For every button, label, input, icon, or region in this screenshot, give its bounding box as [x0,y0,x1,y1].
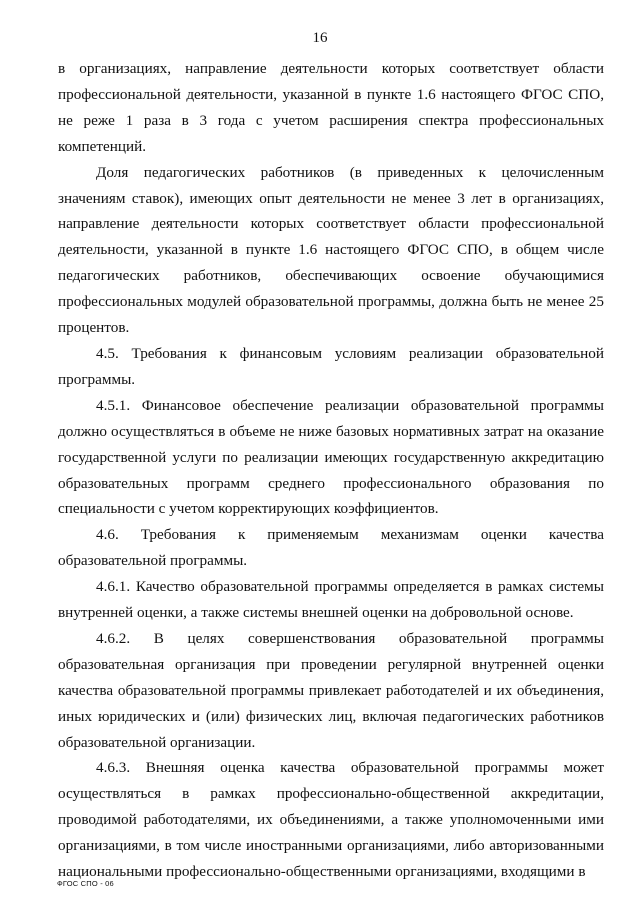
paragraph-4-5-1: 4.5.1. Финансовое обеспечение реализации образовательной программы должно осуществляться в объеме не ниже базовых нормативных затрат на оказание государственной услуги по реализации имеющих государственную аккредитацию образовательных программ среднего профессионального образования по специальности с учетом корректирующих коэффициентов. [58,396,604,518]
paragraph-4-6-3: 4.6.3. Внешняя оценка качества образовательной программы может осуществляться в рамках профессионально-общественной аккредитации, проводимой работодателями, их объединениями, а также уполномоченными ими организациями, в том числе иностранными организациями, либо авторизованными национальными профессионально-общественными организациями, входящими в [58,759,604,881]
document-body [58,56,604,885]
paragraph-4-6-1: 4.6.1. Качество образовательной программы определяется в рамках системы внутренней оценки, а также системы внешней оценки на добровольной основе. [58,578,604,622]
paragraph-4-5: 4.5. Требования к финансовым условиям реализации образовательной программы. [58,344,604,388]
paragraph-continuation: в организациях, направление деятельности которых соответствует области профессиональной деятельности, указанной в пункте 1.6 настоящего ФГОС СПО, не реже 1 раза в 3 года с учетом расширения спектра профессиональных компетенций. [58,60,604,155]
paragraph-4-6-2: 4.6.2. В целях совершенствования образовательной программы образовательная организация при проведении регулярной внутренней оценки качества образовательной программы привлекает работодателей и их объединения, иных юридических и (или) физических лиц, включая педагогических работников образовательной организации. [58,629,604,751]
paragraph-4-6: 4.6. Требования к применяемым механизмам оценки качества образовательной программы. [58,526,604,570]
paragraph-teacher-share: Доля педагогических работников (в приведенных к целочисленным значениям ставок), имеющих опыт деятельности не менее 3 лет в организациях, направление деятельности которых соответствует области профессиональной деятельности, указанной в пункте 1.6 настоящего ФГОС СПО, в общем числе педагогических работников, обеспечивающих освоение обучающимися профессиональных модулей образовательной программы, должна быть не менее 25 процентов. [58,163,604,337]
footer-code: ФГОС СПО - 06 [57,879,114,888]
page-number: 16 [312,30,328,46]
